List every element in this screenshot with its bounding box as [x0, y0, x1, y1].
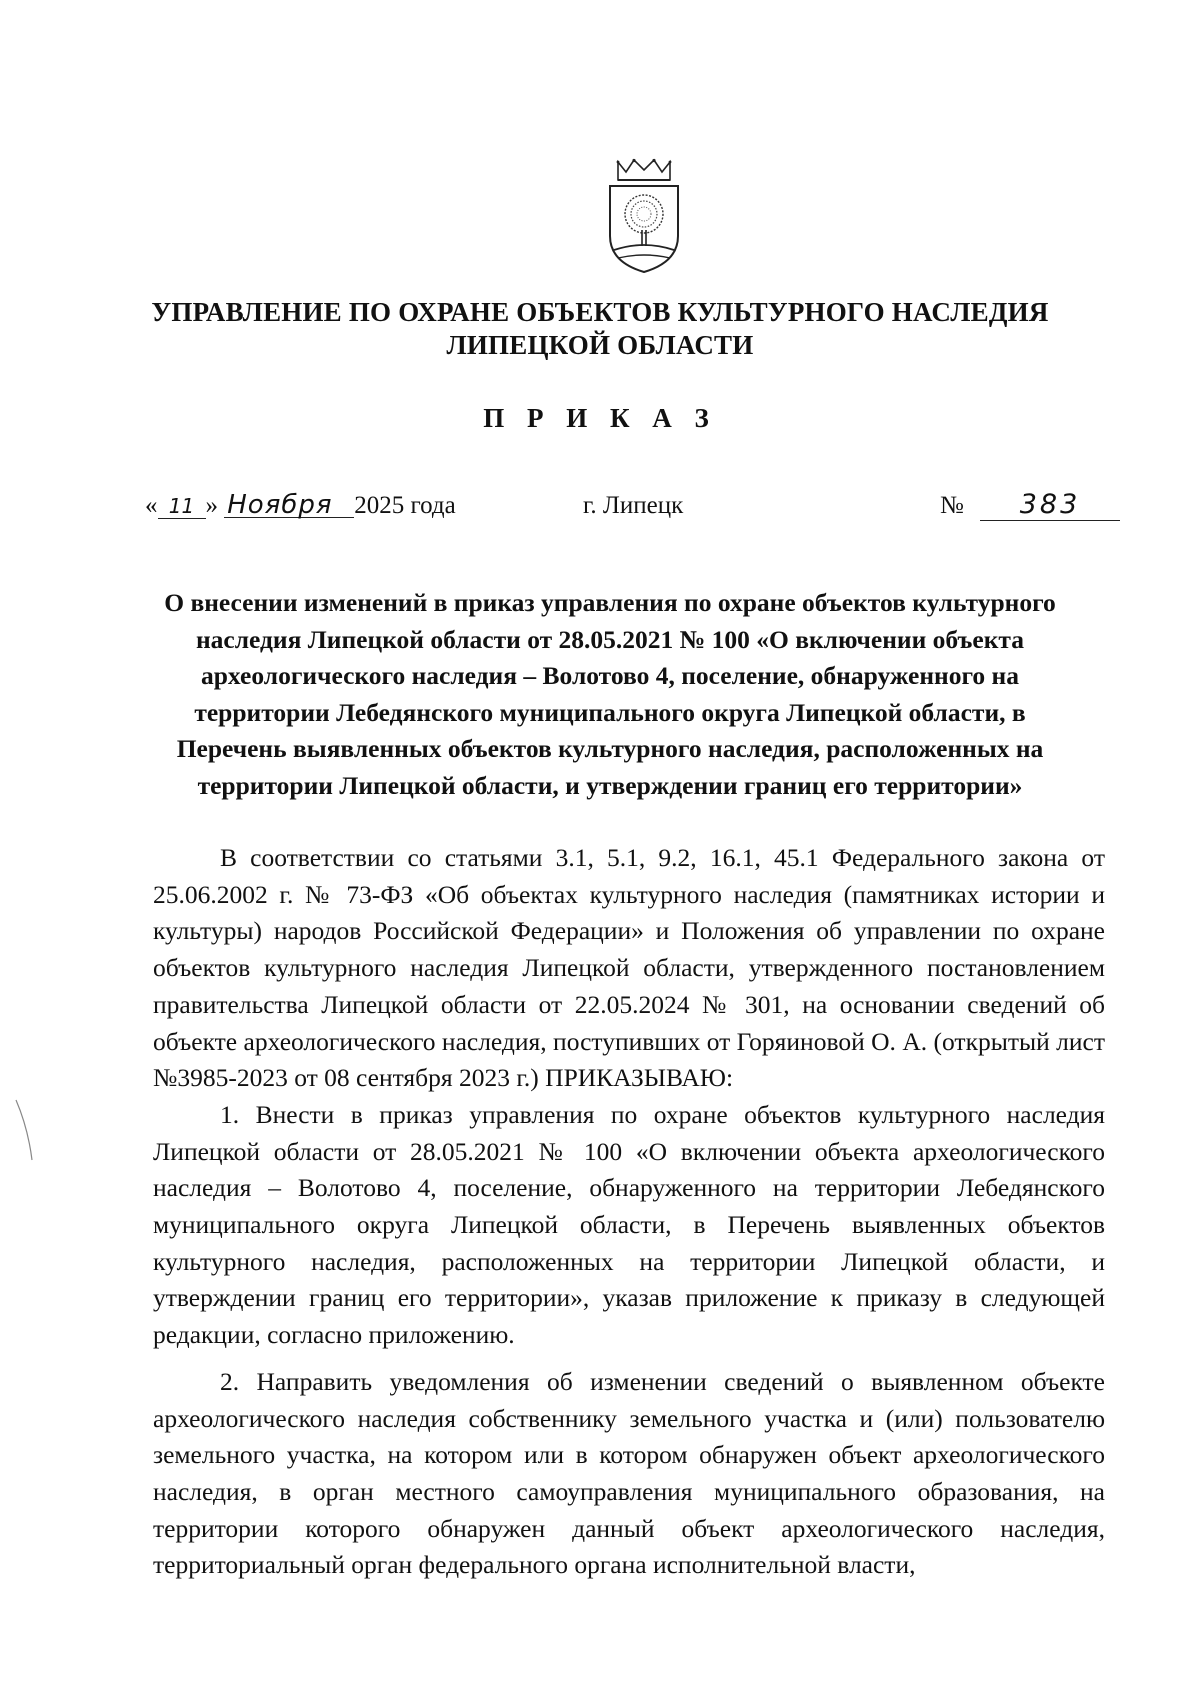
organization-name-line1: УПРАВЛЕНИЕ ПО ОХРАНЕ ОБЪЕКТОВ КУЛЬТУРНОГО НАСЛЕДИЯ — [151, 297, 1049, 327]
document-city: г. Липецк — [583, 492, 684, 519]
organization-name — [100, 296, 1100, 362]
scan-artifact-mark — [14, 1098, 34, 1162]
organization-name-line2: ЛИПЕЦКОЙ ОБЛАСТИ — [446, 330, 754, 360]
handwritten-number: 383 — [1019, 489, 1081, 520]
document-body — [153, 840, 1105, 1584]
quote-open: « — [145, 492, 158, 519]
coat-of-arms-emblem — [604, 158, 684, 274]
order-item-1: 1. Внести в приказ управления по охране объектов культурного наследия Липецкой области от 28.05.2021 № 100 «О включении объекта археологического наследия – Волотово 4, поселение, обнаруженного на территории Лебедянского муниципального округа Липецкой области, в Перечень выявленных объектов культурного наследия, расположенных на территории Липецкой области, и утверждении границ его территории», указав приложение к приказу в следующей редакции, согласно приложению. — [153, 1099, 1105, 1350]
document-date — [145, 492, 456, 520]
quote-close: » — [205, 492, 218, 519]
document-type: П Р И К А З — [483, 403, 717, 433]
handwritten-month: Ноября — [224, 493, 354, 518]
document-number-field — [980, 489, 1120, 521]
document-year: 2025 года — [354, 492, 456, 519]
order-item-2: 2. Направить уведомления об изменении сведений о выявленном объекте археологического наследия собственнику земельного участка и (или) пользователю земельного участка, на котором или в котором обнаружен объект археологического наследия, в орган местного самоуправления муниципального образования, на территории которого обнаружен данный объект археологического наследия, территориальный орган федерального органа исполнительной власти, — [153, 1366, 1105, 1580]
date-line — [0, 489, 1200, 532]
document-title: О внесении изменений в приказ управления по охране объектов культурного наследия Липецкой области от 28.05.2021 № 100 «О включении объекта археологического наследия – Волотово 4, поселение, обнаруженного на территории Лебедянского муниципального округа Липецкой области, в Перечень выявленных объектов культурного наследия, расположенных на территории Липецкой области, и утверждении границ его территории» — [164, 588, 1056, 800]
document-number-label: № — [940, 492, 964, 519]
handwritten-day: 11 — [158, 494, 206, 519]
preamble-paragraph: В соответствии со статьями 3.1, 5.1, 9.2, 16.1, 45.1 Федерального закона от 25.06.2002 г. № 73-ФЗ «Об объектах культурного наследия (памятниках истории и культуры) народов Российской Федерации» и Положения об управлении по охране объектов культурного наследия Липецкой области, утвержденного постановлением правительства Липецкой области от 22.05.2024 № 301, на основании сведений об объекте археологического наследия, поступивших от Горяиновой О. А. (открытый лист №3985-2023 от 08 сентября 2023 г.) ПРИКАЗЫВАЮ: — [153, 843, 1105, 1093]
